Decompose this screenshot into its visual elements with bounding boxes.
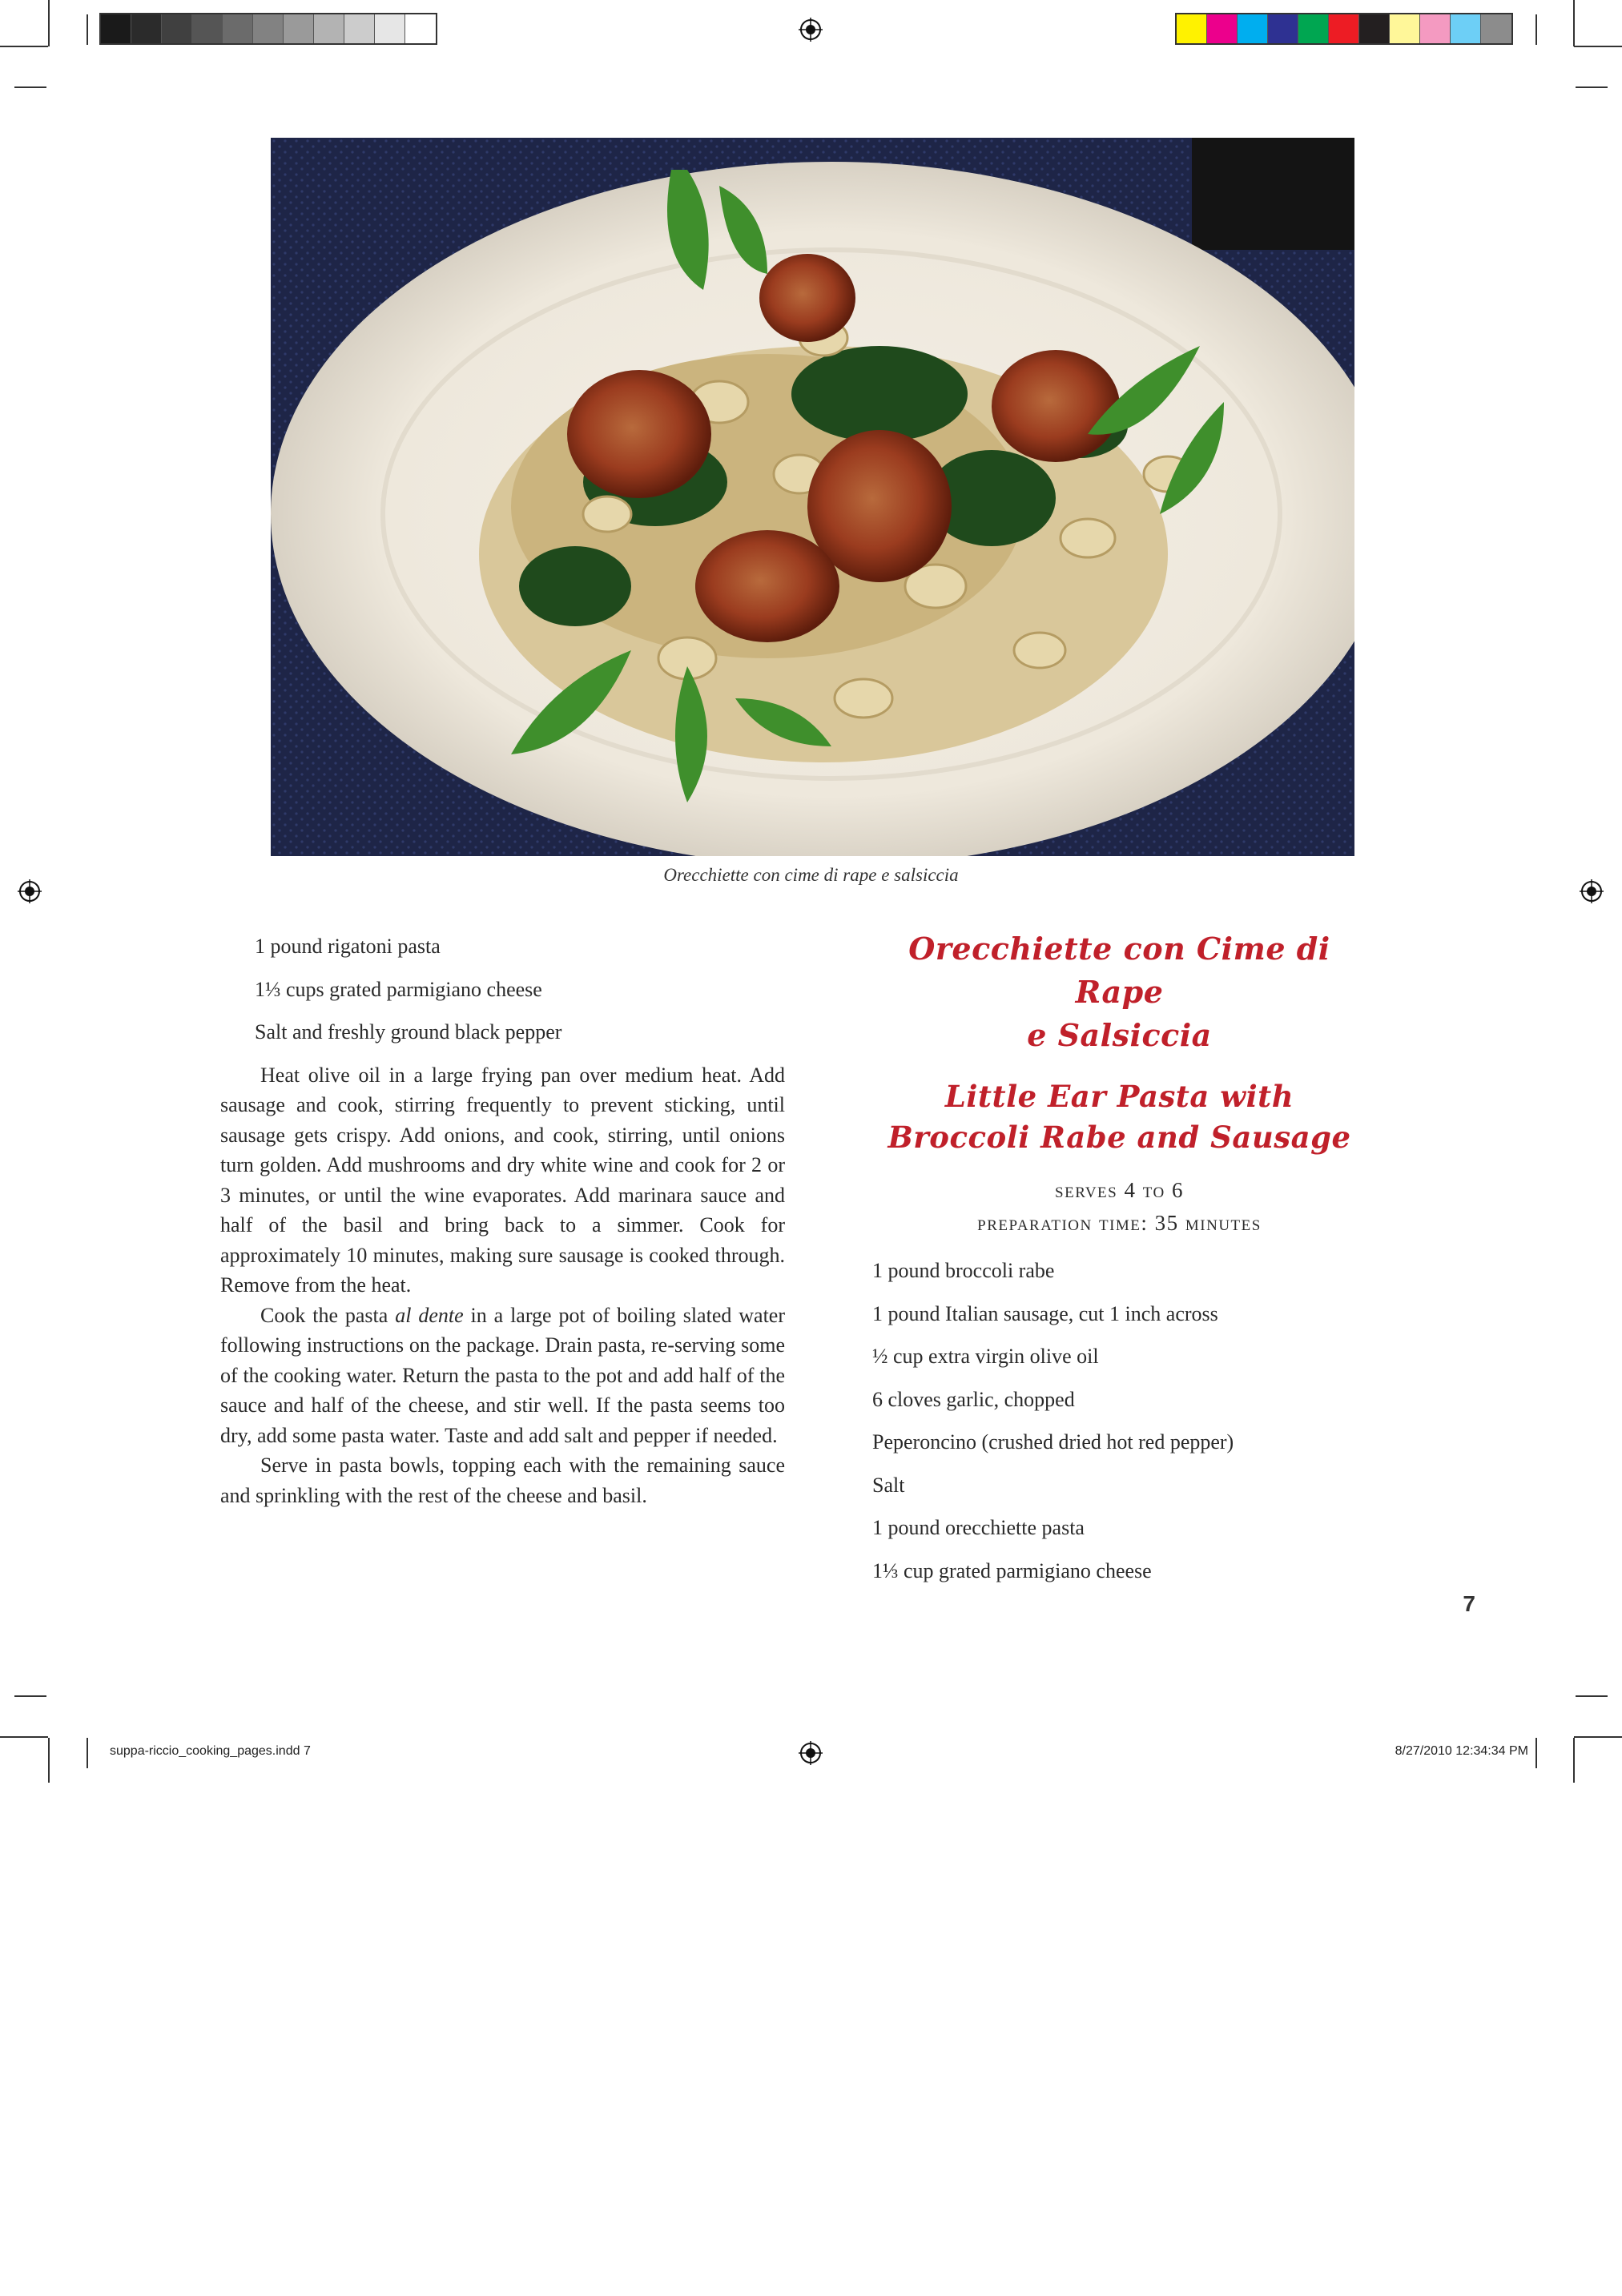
recipe-title-line: Broccoli Rabe and Sausage xyxy=(887,1120,1351,1155)
servings: serves 4 to 6 xyxy=(1055,1178,1184,1202)
prep-time: preparation time: 35 minutes xyxy=(977,1211,1262,1235)
instruction-paragraph xyxy=(220,1301,785,1451)
ingredient-line: 1⅓ cup grated parmigiano cheese xyxy=(872,1558,1152,1582)
ingredient-line: 6 cloves garlic, chopped xyxy=(872,1387,1075,1411)
ingredient-line: 1 pound rigatoni pasta xyxy=(255,935,441,958)
ingredient-line: 1 pound broccoli rabe xyxy=(872,1259,1055,1282)
ingredient-line: Salt xyxy=(872,1473,905,1497)
color-swatch xyxy=(1390,14,1420,43)
registration-mark-icon xyxy=(799,18,823,42)
registration-mark-icon xyxy=(799,1741,823,1765)
crop-mark xyxy=(48,1738,50,1783)
color-swatch xyxy=(131,14,162,43)
instruction-italic-term: al dente xyxy=(395,1303,464,1327)
color-swatch xyxy=(1420,14,1451,43)
recipe-title-italian xyxy=(869,927,1370,1057)
left-column xyxy=(220,931,785,1510)
color-swatch xyxy=(1268,14,1298,43)
recipe-title-line: Little Ear Pasta with xyxy=(944,1079,1294,1114)
ingredient-line: 1⅓ cups grated parmigiano cheese xyxy=(255,977,542,1001)
crop-mark xyxy=(1574,1736,1622,1738)
color-swatch xyxy=(253,14,284,43)
recipe-title-english xyxy=(869,1076,1370,1158)
color-swatch xyxy=(1238,14,1268,43)
color-swatch xyxy=(405,14,436,43)
color-swatch xyxy=(162,14,192,43)
color-swatch xyxy=(1481,14,1511,43)
crop-mark xyxy=(1576,1695,1608,1697)
color-swatch xyxy=(192,14,223,43)
color-swatch xyxy=(1207,14,1238,43)
color-swatch xyxy=(375,14,405,43)
color-swatch xyxy=(1451,14,1481,43)
crop-mark xyxy=(1573,0,1575,46)
instruction-paragraph: Serve in pasta bowls, topping each with the remaining sauce and sprinkling with the rest of the cheese and basil. xyxy=(220,1454,785,1507)
color-swatch xyxy=(344,14,375,43)
recipe-header-column xyxy=(869,927,1370,1598)
instruction-text: Cook the pasta xyxy=(260,1303,396,1327)
color-swatch xyxy=(1359,14,1390,43)
slug-timestamp: 8/27/2010 12:34:34 PM xyxy=(1395,1744,1528,1758)
ingredient-line: ½ cup extra virgin olive oil xyxy=(872,1345,1099,1368)
ingredient-line: Peperoncino (crushed dried hot red pepper) xyxy=(872,1430,1234,1454)
ingredient-line: Salt and freshly ground black pepper xyxy=(255,1020,562,1043)
crop-mark xyxy=(1535,1738,1537,1768)
recipe-title-line: e Salsiccia xyxy=(1027,1017,1212,1053)
process-color-bar xyxy=(1175,13,1513,45)
color-swatch xyxy=(284,14,314,43)
crop-mark xyxy=(1576,86,1608,88)
color-swatch xyxy=(1298,14,1329,43)
crop-mark xyxy=(1574,46,1622,47)
ingredient-line: 1 pound Italian sausage, cut 1 inch across xyxy=(872,1301,1218,1325)
color-swatch xyxy=(101,14,131,43)
crop-mark xyxy=(14,86,46,88)
recipe-meta xyxy=(869,1174,1370,1240)
color-swatch xyxy=(1329,14,1359,43)
recipe-title-line: Orecchiette con Cime di Rape xyxy=(908,931,1330,1010)
crop-mark xyxy=(1535,14,1537,45)
page-number: 7 xyxy=(1463,1591,1475,1616)
color-swatch xyxy=(314,14,344,43)
dish-photo xyxy=(271,138,1354,856)
crop-mark xyxy=(0,1736,48,1738)
crop-mark xyxy=(87,14,88,45)
slug-filename: suppa-riccio_cooking_pages.indd 7 xyxy=(110,1744,311,1758)
crop-mark xyxy=(48,0,50,46)
crop-mark xyxy=(87,1738,88,1768)
gray-color-bar xyxy=(99,13,437,45)
crop-mark xyxy=(14,1695,46,1697)
color-swatch xyxy=(1177,14,1207,43)
color-swatch xyxy=(223,14,253,43)
instruction-text: in a large pot of boiling slated water following instructions on the package. Drain pasta, re-serving some of the cooking water. Return the pasta to the pot and add half of the sauce and half of the cheese, and stir well. If the pasta seems too dry, add some pasta water. Taste and add salt and pepper if needed. xyxy=(220,1303,785,1447)
instruction-paragraph: Heat olive oil in a large frying pan over medium heat. Add sausage and cook, stirring frequently to prevent sticking, until sausage gets crispy. Add onions, and cook, stirring, until onions turn golden. Add mushrooms and dry white wine and cook for 2 or 3 minutes, or until the wine evaporates. Add marinara sauce and half of the basil and bring back to a simmer. Cook for approximately 10 minutes, making sure sausage is cooked through. Remove from the heat. xyxy=(220,1063,785,1297)
crop-mark xyxy=(0,46,48,47)
ingredient-list xyxy=(869,1256,1370,1586)
photo-caption: Orecchiette con cime di rape e salsiccia xyxy=(663,865,959,885)
ingredient-line: 1 pound orecchiette pasta xyxy=(872,1516,1085,1539)
crop-mark xyxy=(1573,1738,1575,1783)
